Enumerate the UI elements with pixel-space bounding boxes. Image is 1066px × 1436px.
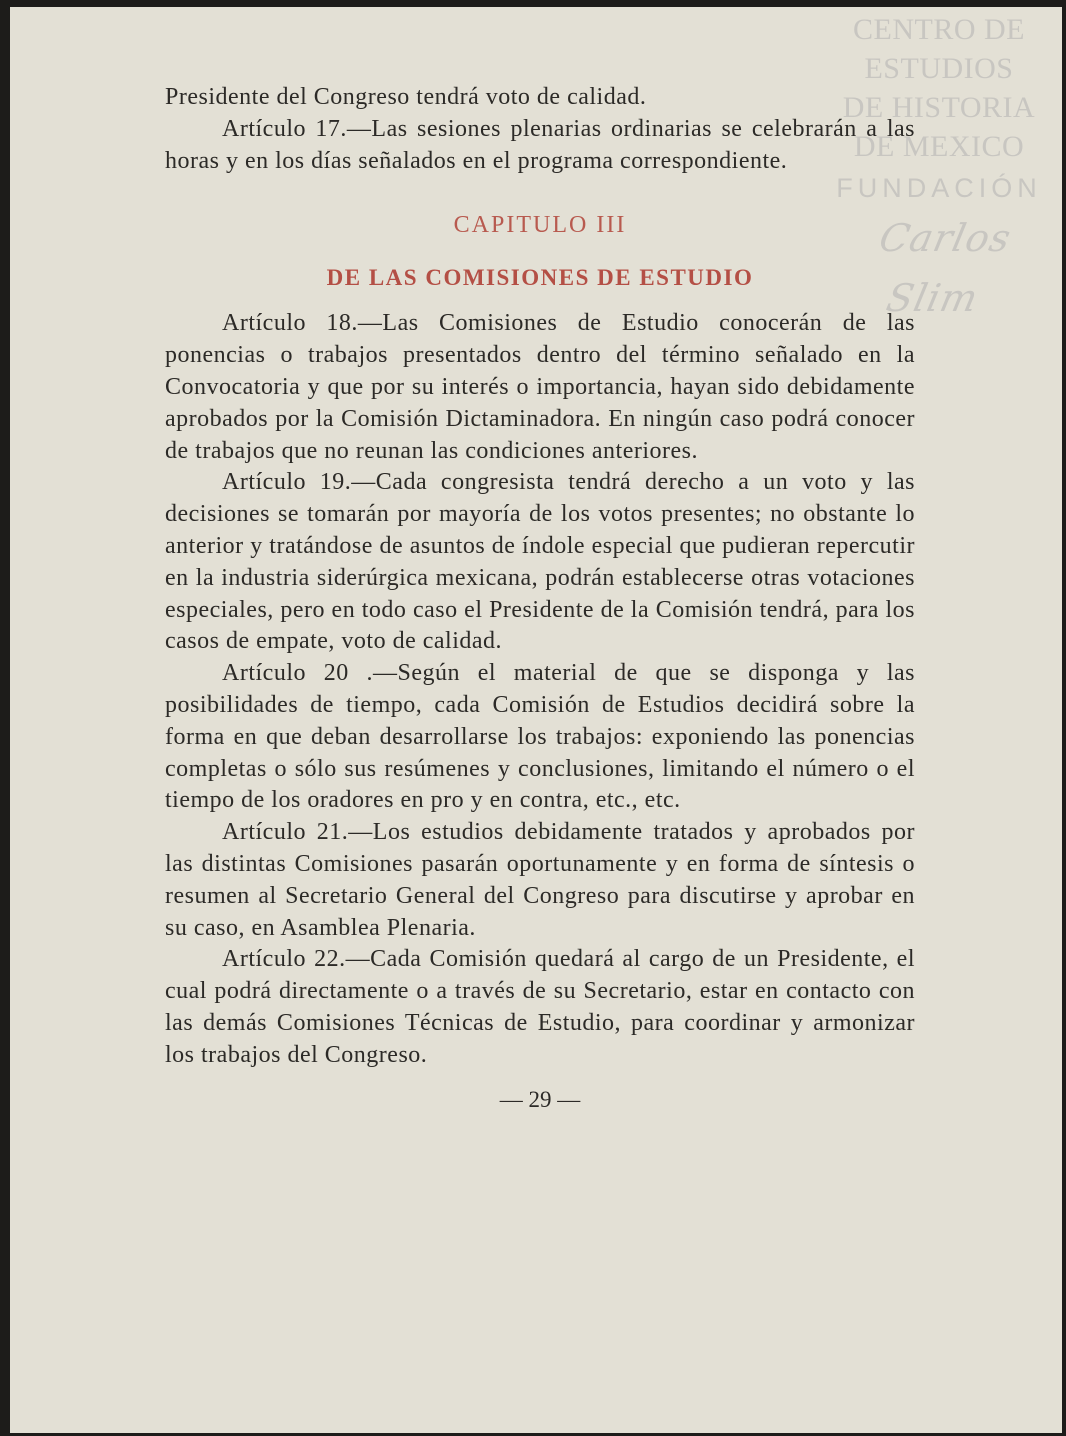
article-19: Artículo 19.—Cada congresista tendrá derecho a un voto y las decisiones se tomarán por mayoría de los votos presentes; no obstante lo anterior y tratándose de asuntos de índole especial que pudieran repercutir en la industria siderúrgica mexicana, podrán establecerse otras votaciones especiales, pero en todo caso el Presidente de la Comisión tendrá, para los casos de empate, voto de calidad.	[165, 469, 915, 655]
article-18: Artículo 18.—Las Comisiones de Estudio conocerán de las ponencias o trabajos presentados dentro del término señalado en la Convocatoria y que por su interés o importancia, hayan sido debidamente aprobados por la Comisión Dictaminadora. En ningún caso podrá conocer de trabajos que no reunan las condiciones anteriores.	[165, 310, 915, 464]
book-page	[10, 7, 1062, 1433]
article-20: Artículo 20 .—Según el material de que se disponga y las posibilidades de tiempo, cada Comisión de Estudios decidirá sobre la forma en que deban desarrollarse los trabajos: exponiendo las ponencias completas o sólo sus resúmenes y conclusiones, limitando el número o el tiempo de los oradores en pro y en contra, etc., etc.	[165, 660, 915, 814]
watermark-line: DE MEXICO	[853, 130, 1025, 163]
page-number: — 29 —	[499, 1086, 581, 1112]
watermark-line: CENTRO DE	[853, 13, 1025, 46]
watermark-line: DE HISTORIA	[842, 91, 1036, 124]
chapter-heading: CAPITULO III	[453, 212, 627, 239]
chapter-title: DE LAS COMISIONES DE ESTUDIO	[326, 265, 754, 291]
watermark-signature: Carlos Slim	[875, 216, 1016, 320]
paragraph-continuation: Presidente del Congreso tendrá voto de calidad.	[165, 84, 647, 110]
article-21: Artículo 21.—Los estudios debidamente tratados y aprobados por las distintas Comisiones pasarán oportunamente y en forma de síntesis o resumen al Secretario General del Congreso para discutirse y aprobar en su caso, en Asamblea Plenaria.	[165, 819, 915, 941]
watermark-foundation: FUNDACIÓN	[836, 173, 1042, 203]
page-text	[165, 82, 915, 1115]
article-22: Artículo 22.—Cada Comisión quedará al cargo de un Presidente, el cual podrá directamente o a través de su Secretario, estar en contacto con las demás Comisiones Técnicas de Estudio, para coordinar y armonizar los trabajos del Congreso.	[165, 946, 915, 1068]
watermark-line: ESTUDIOS	[864, 52, 1014, 85]
article-17: Artículo 17.—Las sesiones plenarias ordinarias se celebrarán a las horas y en los días señalados en el programa correspondiente.	[165, 115, 915, 174]
